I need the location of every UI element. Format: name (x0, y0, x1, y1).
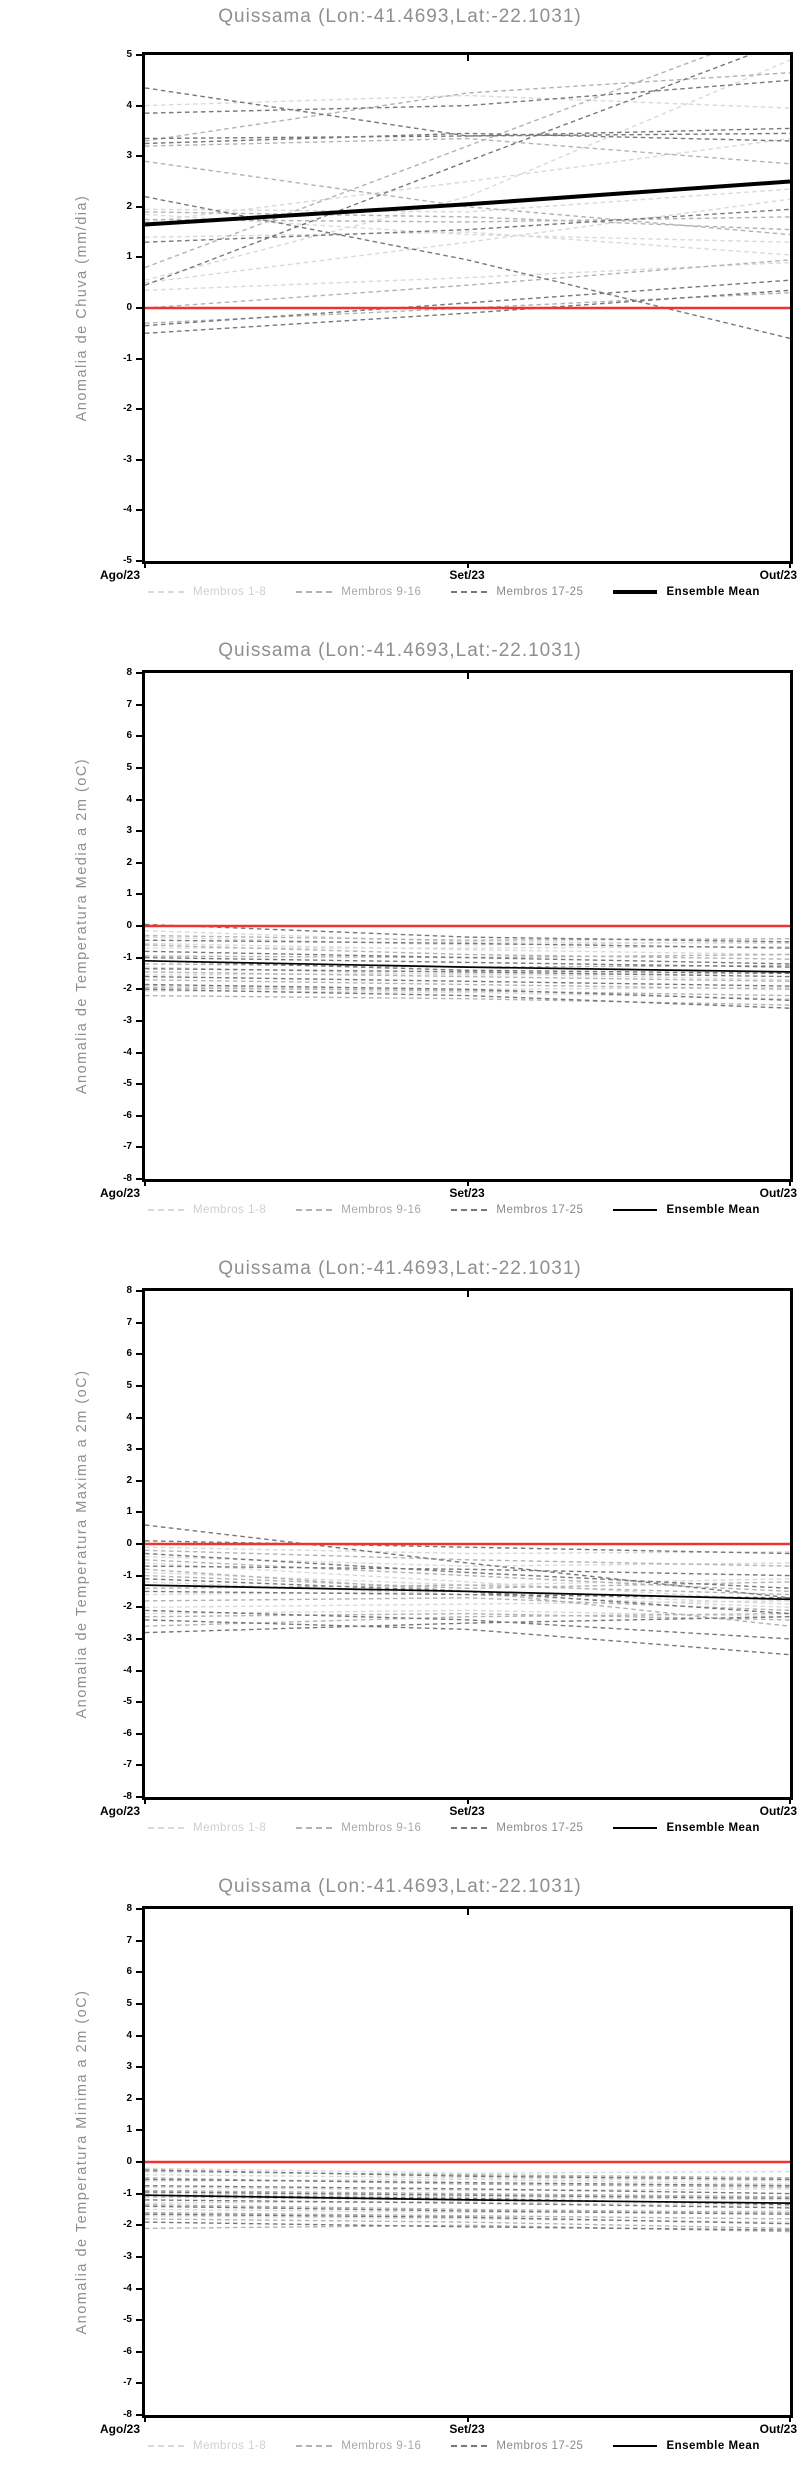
member-line-g3 (145, 55, 790, 285)
y-tick-label: -1 (123, 1569, 132, 1581)
y-axis-tick (136, 1543, 143, 1545)
y-tick-label: 1 (126, 888, 132, 900)
y-tick-label: -2 (123, 403, 132, 415)
y-axis-tick (136, 1670, 143, 1672)
y-axis-label: Anomalia de Temperatura Maxima a 2m (oC) (74, 1369, 90, 1719)
solid-line-icon (613, 590, 657, 594)
y-tick-label: -4 (123, 1046, 132, 1058)
solid-line-icon (613, 1827, 657, 1829)
dashed-line-icon (148, 2445, 184, 2447)
y-axis-tick (136, 1638, 143, 1640)
dashed-line-icon (296, 1209, 332, 1211)
y-tick-label: 1 (126, 251, 132, 263)
y-tick-label: 5 (126, 1997, 132, 2009)
y-axis-tick (136, 358, 143, 360)
y-axis-label: Anomalia de Temperatura Media a 2m (oC) (74, 757, 90, 1095)
y-axis-tick (136, 2319, 143, 2321)
y-tick-label: -6 (123, 2345, 132, 2357)
y-tick-label: -7 (123, 1759, 132, 1771)
y-tick-label: -8 (123, 1791, 132, 1802)
y-axis-tick (136, 2256, 143, 2258)
member-line-g3 (145, 1617, 790, 1633)
solid-line-icon (613, 1209, 657, 1211)
x-axis-tick (467, 1179, 469, 1186)
y-tick-label: -3 (123, 453, 132, 465)
y-axis-tick (136, 672, 143, 674)
y-axis-tick (136, 2224, 143, 2226)
y-axis-tick (136, 560, 143, 562)
y-axis-tick (136, 2351, 143, 2353)
y-tick-label: 0 (126, 2156, 132, 2167)
x-tick-label-set: Set/23 (449, 1804, 485, 1818)
y-axis-tick (136, 1290, 143, 1292)
chart-title: Quissama (Lon:-41.4693,Lat:-22.1031) (218, 640, 582, 661)
y-axis-tick (136, 1733, 143, 1735)
dashed-line-icon (296, 1827, 332, 1829)
y-axis-tick (136, 155, 143, 157)
x-tick-label-set: Set/23 (449, 568, 485, 582)
y-axis-label: Anomalia de Temperatura Minima a 2m (oC) (74, 1989, 90, 2335)
y-axis-tick (136, 2161, 143, 2163)
y-tick-label: 3 (126, 825, 132, 837)
y-axis-tick (136, 767, 143, 769)
x-axis-tick (467, 1797, 469, 1804)
y-tick-label: 6 (126, 730, 132, 742)
legend-item-membros-9-16: Membros 9-16 (296, 1204, 421, 1216)
y-tick-label: -5 (123, 1078, 132, 1090)
y-tick-label: 2 (126, 856, 132, 868)
x-tick-label-ago: Ago/23 (100, 568, 141, 582)
x-axis-tick (789, 1179, 791, 1186)
legend (148, 586, 790, 598)
y-axis-tick (136, 1908, 143, 1910)
y-axis-tick (136, 830, 143, 832)
y-tick-label: 0 (126, 920, 132, 931)
legend (148, 1822, 790, 1834)
y-tick-label: 5 (126, 49, 132, 60)
y-axis-tick (136, 1480, 143, 1482)
x-axis-top-tick (467, 1291, 469, 1297)
y-tick-label: 3 (126, 150, 132, 162)
y-tick-label: -8 (123, 1173, 132, 1184)
solid-line-icon (613, 2445, 657, 2447)
y-tick-label: 2 (126, 2092, 132, 2104)
chart-canvas (145, 1291, 790, 1797)
y-tick-label: 8 (126, 1903, 132, 1914)
y-axis-tick (136, 704, 143, 706)
plot-area (142, 52, 793, 564)
y-tick-label: -3 (123, 1014, 132, 1026)
y-axis-tick (136, 2288, 143, 2290)
y-axis-tick (136, 799, 143, 801)
legend-item-ensemble-mean: Ensemble Mean (613, 1822, 759, 1834)
y-tick-label: -7 (123, 2377, 132, 2389)
x-axis-tick (467, 2415, 469, 2422)
y-axis-tick (136, 1353, 143, 1355)
y-axis-tick (136, 988, 143, 990)
legend-item-membros-9-16: Membros 9-16 (296, 1822, 421, 1834)
member-line-g2 (145, 260, 790, 308)
legend-item-membros-17-25: Membros 17-25 (451, 1204, 583, 1216)
dashed-line-icon (451, 591, 487, 593)
y-tick-label: -4 (123, 2282, 132, 2294)
y-tick-label: -2 (123, 1601, 132, 1613)
y-tick-label: -3 (123, 2250, 132, 2262)
y-tick-label: -6 (123, 1727, 132, 1739)
y-tick-label: -5 (123, 555, 132, 566)
dashed-line-icon (148, 1209, 184, 1211)
y-axis-tick (136, 206, 143, 208)
plot-area (142, 670, 793, 1182)
y-axis-tick (136, 957, 143, 959)
y-tick-label: 5 (126, 761, 132, 773)
member-line-g1 (145, 189, 790, 212)
y-axis-tick (136, 1322, 143, 1324)
x-tick-label-set: Set/23 (449, 2422, 485, 2436)
y-tick-label: 0 (126, 1538, 132, 1549)
dashed-line-icon (296, 2445, 332, 2447)
y-axis-tick (136, 459, 143, 461)
y-axis-tick (136, 2066, 143, 2068)
y-axis-tick (136, 105, 143, 107)
plot-area (142, 1288, 793, 1800)
y-axis-tick (136, 1701, 143, 1703)
member-line-g1 (145, 139, 790, 223)
legend-item-membros-17-25: Membros 17-25 (451, 1822, 583, 1834)
dashed-line-icon (148, 591, 184, 593)
y-tick-label: 3 (126, 1443, 132, 1455)
x-axis-tick (789, 2415, 791, 2422)
y-axis-tick (136, 1417, 143, 1419)
x-axis-tick (144, 1179, 146, 1186)
y-tick-label: 2 (126, 200, 132, 212)
y-axis-tick (136, 2003, 143, 2005)
y-axis-tick (136, 1083, 143, 1085)
legend-item-membros-17-25: Membros 17-25 (451, 586, 583, 598)
y-tick-label: -8 (123, 2409, 132, 2420)
legend-item-membros-9-16: Membros 9-16 (296, 586, 421, 598)
y-axis-tick (136, 408, 143, 410)
y-tick-label: -2 (123, 983, 132, 995)
member-line-g3 (145, 80, 790, 113)
y-tick-label: 1 (126, 1506, 132, 1518)
member-line-g1 (145, 263, 790, 291)
y-tick-label: 6 (126, 1966, 132, 1978)
y-axis-tick (136, 2193, 143, 2195)
y-axis-tick (136, 1940, 143, 1942)
y-axis-tick (136, 1575, 143, 1577)
chart-panel-temp-media (0, 618, 800, 1236)
y-axis-tick (136, 2129, 143, 2131)
legend-item-membros-17-25: Membros 17-25 (451, 2440, 583, 2452)
y-axis-tick (136, 1020, 143, 1022)
legend-item-membros-1-8: Membros 1-8 (148, 586, 266, 598)
y-tick-label: 4 (126, 99, 132, 111)
x-tick-label-ago: Ago/23 (100, 2422, 141, 2436)
y-axis-label: Anomalia de Chuva (mm/dia) (74, 194, 90, 422)
y-axis-tick (136, 1146, 143, 1148)
legend-item-membros-1-8: Membros 1-8 (148, 2440, 266, 2452)
y-tick-label: -4 (123, 1664, 132, 1676)
y-tick-label: 7 (126, 698, 132, 710)
y-axis-tick (136, 862, 143, 864)
chart-title: Quissama (Lon:-41.4693,Lat:-22.1031) (218, 1258, 582, 1279)
member-line-g3 (145, 1566, 790, 1576)
y-tick-label: 8 (126, 667, 132, 678)
chart-canvas (145, 1909, 790, 2415)
y-tick-label: 3 (126, 2061, 132, 2073)
y-axis-tick (136, 1052, 143, 1054)
legend-item-ensemble-mean: Ensemble Mean (613, 1204, 759, 1216)
x-tick-label-ago: Ago/23 (100, 1186, 141, 1200)
x-tick-label-out: Out/23 (759, 2422, 797, 2436)
y-tick-label: -3 (123, 1632, 132, 1644)
y-axis-tick (136, 509, 143, 511)
y-tick-label: 6 (126, 1348, 132, 1360)
y-axis-tick (136, 1606, 143, 1608)
dashed-line-icon (451, 2445, 487, 2447)
legend (148, 2440, 790, 2452)
y-tick-label: -5 (123, 2314, 132, 2326)
y-tick-label: -6 (123, 1109, 132, 1121)
y-axis-tick (136, 1385, 143, 1387)
x-tick-label-out: Out/23 (759, 1804, 797, 1818)
y-tick-label: 7 (126, 1316, 132, 1328)
x-tick-label-ago: Ago/23 (100, 1804, 141, 1818)
member-line-g3 (145, 290, 790, 333)
legend-item-ensemble-mean: Ensemble Mean (613, 2440, 759, 2452)
member-line-g2 (145, 161, 790, 234)
x-axis-tick (144, 2415, 146, 2422)
chart-title: Quissama (Lon:-41.4693,Lat:-22.1031) (218, 6, 582, 27)
dashed-line-icon (451, 1827, 487, 1829)
y-axis-tick (136, 893, 143, 895)
y-axis-tick (136, 1764, 143, 1766)
y-tick-label: 2 (126, 1474, 132, 1486)
x-axis-top-tick (467, 1909, 469, 1915)
x-axis-tick (144, 561, 146, 568)
y-tick-label: -1 (123, 2187, 132, 2199)
x-axis-tick (789, 561, 791, 568)
y-axis-tick (136, 54, 143, 56)
y-axis-tick (136, 2098, 143, 2100)
legend-item-ensemble-mean: Ensemble Mean (613, 586, 759, 598)
chart-title: Quissama (Lon:-41.4693,Lat:-22.1031) (218, 1876, 582, 1897)
x-tick-label-set: Set/23 (449, 1186, 485, 1200)
y-axis-tick (136, 1178, 143, 1180)
x-axis-top-tick (467, 673, 469, 679)
x-axis-tick (789, 1797, 791, 1804)
y-axis-tick (136, 256, 143, 258)
y-tick-label: 8 (126, 1285, 132, 1296)
member-line-g3 (145, 1620, 790, 1655)
y-tick-label: -7 (123, 1141, 132, 1153)
y-axis-tick (136, 2035, 143, 2037)
member-line-g1 (145, 60, 790, 280)
y-tick-label: -1 (123, 352, 132, 364)
chart-panel-chuva (0, 0, 800, 618)
x-axis-top-tick (467, 55, 469, 61)
y-tick-label: 4 (126, 2029, 132, 2041)
legend-item-membros-9-16: Membros 9-16 (296, 2440, 421, 2452)
y-tick-label: -5 (123, 1696, 132, 1708)
dashed-line-icon (296, 591, 332, 593)
y-axis-tick (136, 2414, 143, 2416)
chart-canvas (145, 55, 790, 561)
legend-item-membros-1-8: Membros 1-8 (148, 1822, 266, 1834)
dashed-line-icon (148, 1827, 184, 1829)
y-tick-label: 0 (126, 302, 132, 313)
x-tick-label-out: Out/23 (759, 568, 797, 582)
x-axis-tick (144, 1797, 146, 1804)
y-tick-label: -4 (123, 504, 132, 516)
legend (148, 1204, 790, 1216)
chart-panel-temp-maxima (0, 1236, 800, 1854)
y-axis-tick (136, 307, 143, 309)
plot-area (142, 1906, 793, 2418)
y-axis-tick (136, 1511, 143, 1513)
member-line-g1 (145, 232, 790, 255)
x-axis-tick (467, 561, 469, 568)
dashed-line-icon (451, 1209, 487, 1211)
y-tick-label: -1 (123, 951, 132, 963)
y-axis-tick (136, 1115, 143, 1117)
y-tick-label: 7 (126, 1934, 132, 1946)
y-axis-tick (136, 735, 143, 737)
y-axis-tick (136, 2382, 143, 2384)
legend-item-membros-1-8: Membros 1-8 (148, 1204, 266, 1216)
x-tick-label-out: Out/23 (759, 1186, 797, 1200)
chart-canvas (145, 673, 790, 1179)
y-axis-tick (136, 925, 143, 927)
y-axis-tick (136, 1796, 143, 1798)
chart-panel-temp-minima (0, 1854, 800, 2472)
y-axis-tick (136, 1448, 143, 1450)
y-tick-label: 5 (126, 1379, 132, 1391)
y-tick-label: 4 (126, 793, 132, 805)
y-axis-tick (136, 1971, 143, 1973)
y-tick-label: 4 (126, 1411, 132, 1423)
y-tick-label: -2 (123, 2219, 132, 2231)
y-tick-label: 1 (126, 2124, 132, 2136)
